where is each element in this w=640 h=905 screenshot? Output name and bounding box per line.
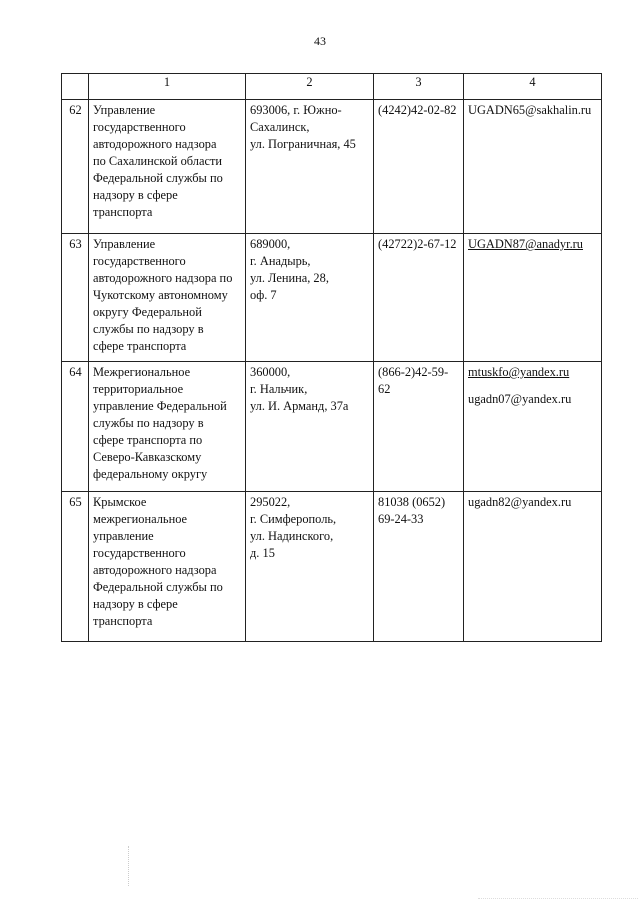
- header-cell-1: 1: [89, 74, 246, 100]
- organization-name: Межрегиональное территориальное управление Федеральной службы по надзору в сфере транспорта по Северо-Кавказскому федеральному округу: [89, 362, 246, 492]
- email-link[interactable]: ugadn82@yandex.ru: [468, 495, 572, 509]
- email-link[interactable]: ugadn07@yandex.ru: [468, 392, 572, 406]
- row-number: 65: [62, 492, 89, 642]
- phone: (42722)2-67-12: [374, 234, 464, 362]
- address: 295022, г. Симферополь, ул. Надинского, д. 15: [246, 492, 374, 642]
- row-number: 64: [62, 362, 89, 492]
- email-cell: [464, 100, 602, 234]
- address: 689000, г. Анадырь, ул. Ленина, 28, оф. 7: [246, 234, 374, 362]
- phone: (4242)42-02-82: [374, 100, 464, 234]
- scan-artifact: [478, 898, 638, 900]
- scan-artifact: [128, 846, 130, 886]
- header-cell-4: 4: [464, 74, 602, 100]
- page-number: 43: [314, 34, 326, 48]
- header-cell-3: 3: [374, 74, 464, 100]
- organization-name: Крымское межрегиональное управление государственного автодорожного надзора Федеральной службы по надзору в сфере транспорта: [89, 492, 246, 642]
- phone: 81038 (0652) 69-24-33: [374, 492, 464, 642]
- header-cell-number: [62, 74, 89, 100]
- email-cell: [464, 234, 602, 362]
- table-row: [62, 100, 602, 234]
- organization-name: Управление государственного автодорожного надзора по Чукотскому автономному округу Федеральной службы по надзору в сфере транспорта: [89, 234, 246, 362]
- organizations-table: [61, 73, 602, 642]
- email-cell: [464, 492, 602, 642]
- header-cell-2: 2: [246, 74, 374, 100]
- table-row: [62, 234, 602, 362]
- table-header-row: [62, 74, 602, 100]
- phone: (866-2)42-59- 62: [374, 362, 464, 492]
- address: 693006, г. Южно- Сахалинск, ул. Пограничная, 45: [246, 100, 374, 234]
- email-link[interactable]: mtuskfo@yandex.ru: [468, 365, 570, 379]
- email-link[interactable]: UGADN65@sakhalin.ru: [468, 103, 592, 117]
- row-number: 62: [62, 100, 89, 234]
- address: 360000, г. Нальчик, ул. И. Арманд, 37а: [246, 362, 374, 492]
- email-cell: [464, 362, 602, 492]
- row-number: 63: [62, 234, 89, 362]
- table-row: [62, 492, 602, 642]
- email-link[interactable]: UGADN87@anadyr.ru: [468, 237, 583, 251]
- table-row: [62, 362, 602, 492]
- organization-name: Управление государственного автодорожного надзора по Сахалинской области Федеральной службы по надзору в сфере транспорта: [89, 100, 246, 234]
